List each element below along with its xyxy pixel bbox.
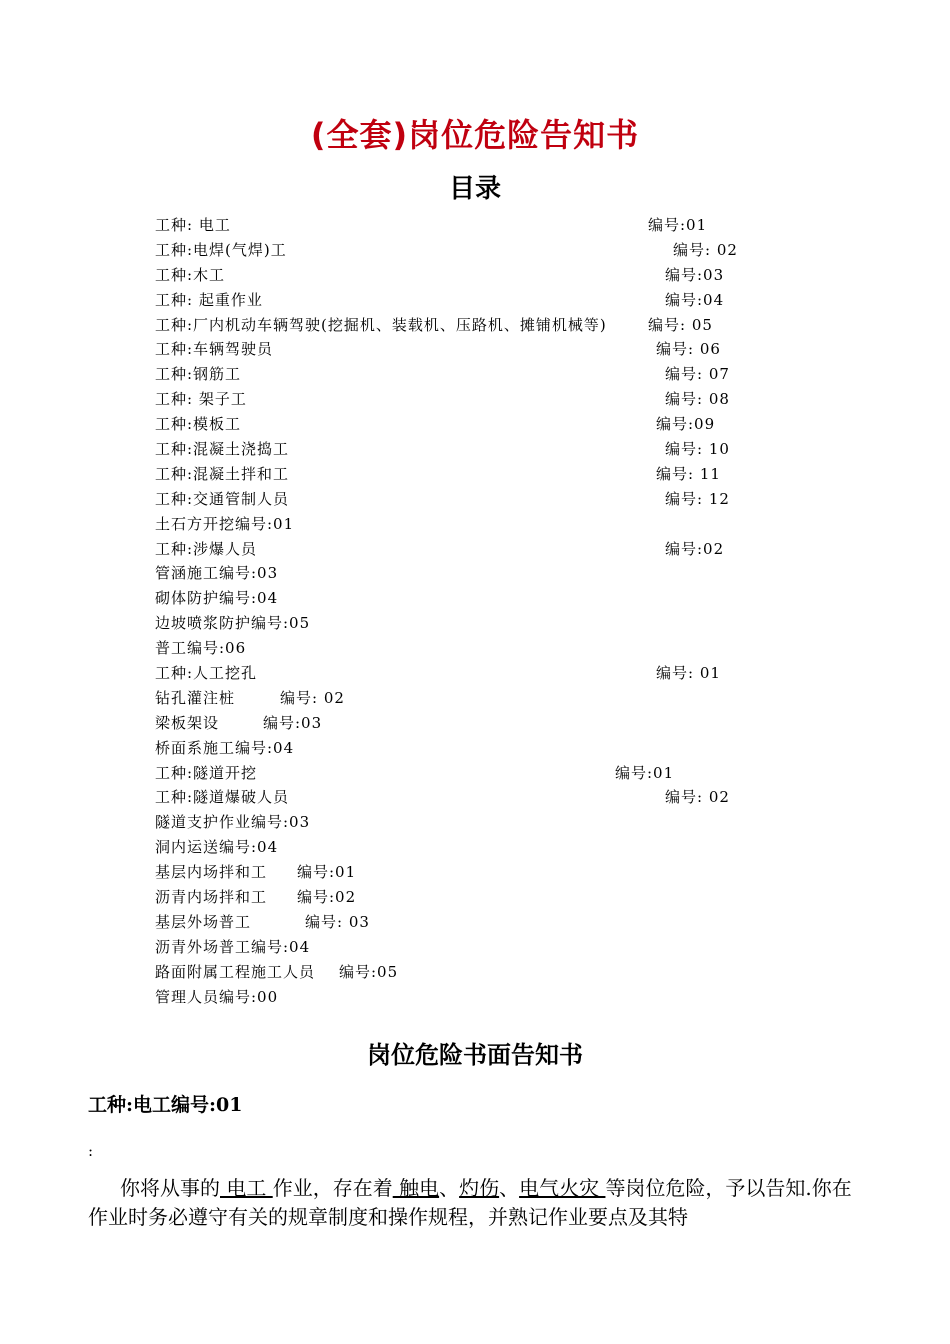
toc-entry-code: 编号:03 <box>665 265 725 284</box>
toc-entry-code: 编号: 01 <box>656 664 721 683</box>
toc-entry-code: 编号: 11 <box>656 464 721 483</box>
toc-entry-name: 工种:混凝土拌和工 <box>155 464 290 483</box>
toc-entry-name: 洞内运送编号:04 <box>155 838 279 857</box>
toc-entry-name: 梁板架设 <box>155 713 220 732</box>
toc-entry-name: 工种:车辆驾驶员 <box>155 340 274 359</box>
toc-entry <box>155 586 855 611</box>
toc-entry <box>155 288 855 313</box>
toc-entry-code: 编号: 06 <box>656 340 721 359</box>
toc-entry <box>155 910 855 935</box>
toc-entry <box>155 736 855 761</box>
colon-line: : <box>88 1142 94 1160</box>
toc-entry <box>155 985 855 1010</box>
toc-entry-name: 工种: 起重作业 <box>155 290 263 309</box>
para-text: 等岗位危险，予以告知.你在作业时务必遵守有关的规章制度和操作规程，并熟记作业要点及其特 <box>88 1176 852 1229</box>
toc-entry <box>155 337 855 362</box>
toc-entry-name: 隧道支护作业编号:03 <box>155 813 311 832</box>
hazard-underlined: 电气火灾 <box>519 1176 606 1200</box>
toc-entry <box>155 313 855 338</box>
para-text: 、 <box>499 1176 520 1200</box>
toc-entry-code: 编号: 12 <box>665 489 730 508</box>
toc-entry <box>155 487 855 512</box>
toc-entry-name: 边坡喷浆防护编号:05 <box>155 614 311 633</box>
para-text: 你将从事的 <box>120 1176 220 1200</box>
toc-entry <box>155 611 855 636</box>
para-text: 作业，存在着 <box>272 1176 393 1200</box>
toc-entry-name: 工种:钢筋工 <box>155 365 242 384</box>
toc-entry <box>155 412 855 437</box>
toc-entry-code: 编号:01 <box>648 216 708 234</box>
toc-entry <box>155 686 855 711</box>
toc-entry-code: 编号:05 <box>339 962 399 981</box>
toc-entry-name: 工种:厂内机动车辆驾驶(挖掘机、装载机、压路机、摊铺机械等) <box>155 315 607 334</box>
toc-heading: 目录 <box>448 174 501 204</box>
toc-entry-code: 编号:02 <box>665 539 725 558</box>
job-header: 工种:电工编号:01 <box>88 1094 243 1116</box>
para-text: 、 <box>439 1176 460 1200</box>
toc-entry <box>155 387 855 412</box>
toc-entry <box>155 512 855 537</box>
toc-entry-code: 编号: 07 <box>665 365 730 384</box>
toc-entry <box>155 462 855 487</box>
toc-entry-name: 工种:人工挖孔 <box>155 664 258 683</box>
toc-entry <box>155 711 855 736</box>
toc-entry <box>155 960 855 985</box>
toc-entry-code: 编号:02 <box>297 888 357 907</box>
toc-entry-name: 普工编号:06 <box>155 639 247 658</box>
toc-entry-name: 工种:模板工 <box>155 415 242 434</box>
toc-entry-code: 编号: 03 <box>305 912 370 931</box>
toc-entry <box>155 835 855 860</box>
toc-entry-code: 编号: 08 <box>665 390 730 409</box>
toc-entry-name: 工种:混凝土浇捣工 <box>155 440 290 459</box>
hazard-underlined: 灼伤 <box>459 1176 500 1200</box>
section-title: 岗位危险书面告知书 <box>367 1041 583 1069</box>
toc-entry-name: 沥青外场普工编号:04 <box>155 937 311 956</box>
toc-entry-name: 工种:隧道爆破人员 <box>155 788 290 807</box>
toc-entry <box>155 263 855 288</box>
toc-entry-code: 编号: 05 <box>648 315 713 334</box>
toc-entry <box>155 238 855 263</box>
toc-entry-code: 编号:01 <box>615 763 675 782</box>
toc-entry-name: 工种:交通管制人员 <box>155 489 290 508</box>
toc-entry <box>155 810 855 835</box>
toc-entry-code: 编号: 02 <box>280 688 345 707</box>
toc-entry-name: 工种:电焊(气焊)工 <box>155 240 287 259</box>
toc-entry <box>155 885 855 910</box>
toc-entry-name: 沥青内场拌和工 <box>155 888 268 907</box>
toc-entry-name: 工种:隧道开挖 <box>155 763 258 782</box>
toc-entry <box>155 761 855 786</box>
toc-entry-name: 工种: 架子工 <box>155 390 247 409</box>
toc-entry-name: 基层内场拌和工 <box>155 863 268 882</box>
toc-entry-name: 工种:涉爆人员 <box>155 539 258 558</box>
toc-entry-name: 基层外场普工 <box>155 912 252 931</box>
notice-paragraph <box>88 1174 868 1232</box>
toc-entry-code: 编号:09 <box>656 415 716 434</box>
toc-entry-name: 工种:木工 <box>155 265 226 284</box>
toc-entry-name: 砌体防护编号:04 <box>155 589 279 608</box>
toc-entry <box>155 661 855 686</box>
toc-entry <box>155 561 855 586</box>
toc-entry-name: 工种: 电工 <box>155 216 231 234</box>
toc-entry-code: 编号: 10 <box>665 440 730 459</box>
toc-entry <box>155 537 855 562</box>
toc-entry-code: 编号: 02 <box>665 788 730 807</box>
toc-entry <box>155 935 855 960</box>
toc-entry <box>155 785 855 810</box>
job-underlined: 电工 <box>220 1176 273 1200</box>
toc-entry-name: 路面附属工程施工人员 <box>155 962 316 981</box>
toc-entry <box>155 437 855 462</box>
toc-entry-name: 桥面系施工编号:04 <box>155 738 295 757</box>
toc-entry-code: 编号:01 <box>297 863 357 882</box>
toc-entry <box>155 860 855 885</box>
toc-entry-name: 土石方开挖编号:01 <box>155 514 295 533</box>
hazard-underlined: 触电 <box>392 1176 440 1200</box>
toc-entry-code: 编号: 02 <box>673 240 738 259</box>
table-of-contents <box>155 213 855 1010</box>
toc-entry <box>155 213 855 238</box>
toc-entry <box>155 636 855 661</box>
document-title: (全套)岗位危险告知书 <box>310 116 640 154</box>
toc-entry-name: 钻孔灌注桩 <box>155 688 236 707</box>
toc-entry-code: 编号:04 <box>665 290 725 309</box>
toc-entry-code: 编号:03 <box>263 713 323 732</box>
toc-entry <box>155 362 855 387</box>
toc-entry-name: 管理人员编号:00 <box>155 987 279 1006</box>
toc-entry-name: 管涵施工编号:03 <box>155 564 279 583</box>
